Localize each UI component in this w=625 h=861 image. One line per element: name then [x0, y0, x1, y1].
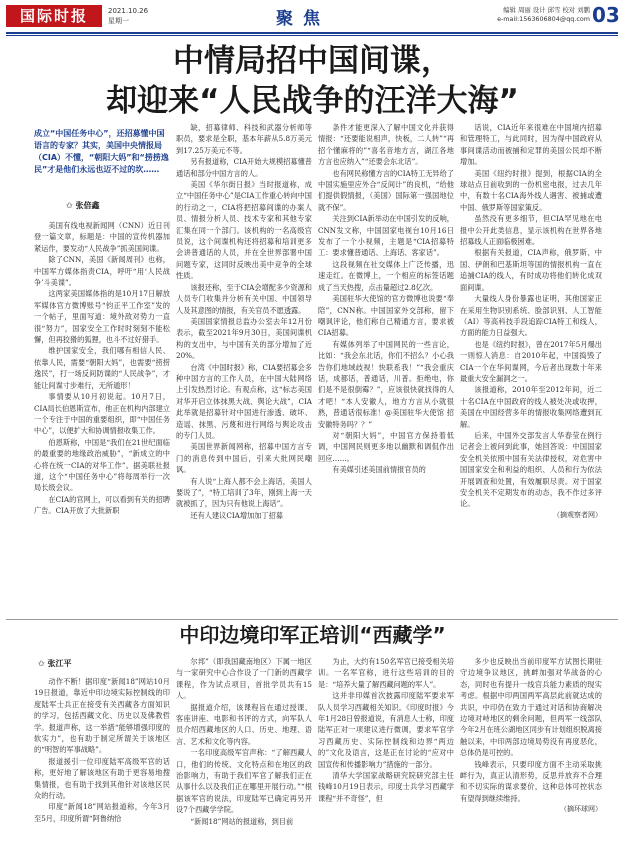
paragraph: 伯恩斯称，中国是“我们在21世纪面临的最重要的地缘政治威胁”，“新成立的中心将在统一CIA的对华工作”。据美联社报道，这个“中国任务中心”将每周举行一次局长级会议。 — [34, 437, 170, 493]
paragraph: 话说，CIA近年来很难在中国境内招募和管理特工，与此同时，因为得中国政府从事间谍活动而被捕和定罪的美国公民却不断增加。 — [460, 123, 602, 167]
paragraph: 也有网民称懂方言的CIA特工无异给了中国实施里应外合“反间计”的良机，“给他们提供假情报，（美国）国际第一强国地位就不保”。 — [318, 168, 454, 212]
paragraph: 除了CNN，美国《新闻周刊》也称，中国军方媒体指责CIA，呼吁“用‘人民战争’斗美谍”。 — [34, 255, 170, 288]
paragraph: 对“朝阳大妈”，中国官方保持着低调，中国网民则更多地以幽默和调侃作出回应……。 — [318, 430, 454, 463]
paragraph: 印度“新闻18”网站报道称，今年3月至5月，印度所谓“阿鲁纳恰 — [34, 802, 170, 823]
paragraph: 美国《纽约时报》提到，根据CIA的全球站点日前收到的一份机密电报，过去几年中，有数十名CIA海外线人遇害、被捕或遭中国、俄罗斯等国家策反。 — [460, 168, 602, 212]
editorial-credits — [450, 6, 590, 24]
header-rule-thin — [6, 35, 618, 36]
article2-column-4 — [460, 656, 602, 816]
article1-headline-line2: 却迎来“人民战争的汪洋大海” — [106, 83, 519, 119]
email-text: e-mail:1563606804@qq.com — [497, 15, 590, 23]
paragraph: 另有报道称，CIA开始大规模招募懂普通话和部分中国方言的人。 — [176, 157, 312, 178]
paragraph: 美国有线电视新闻网（CNN）近日刊登一篇文章，标题是：中国的宣传机器加紧运作，要发动“人民战争”抓美国间谍。 — [34, 221, 170, 253]
article1-source: （摘观察者网） — [553, 510, 602, 519]
paragraph: 这段视频在社交媒体上广泛传播，迅速走红。在微博上，一个相应的标签话题成了当天热搜，点击量超过2.8亿次。 — [318, 259, 454, 292]
paragraph: 事情要从10月初说起。10月7日，CIA局长伯恩斯宣布，他正在机构内部建立一个专注于中国的重要组织，即“中国任务中心”，以便扩大和协调情报收集工作。 — [34, 392, 170, 436]
paragraph: 台湾《中国时报》称，CIA要招募会多种中国方言的工作人员，在中国大陆网络上引发热烈讨论。有观点称，这“标志美国对华开启立体抹黑大战、舆论大战”，CIA此举就是招募针对中国进行渗透、破坏、造谣、抹黑、污蔑和进行网络与舆论攻击的专门人员。 — [176, 362, 312, 440]
paragraph: 也是《纽约时报》，曾在2017年5月爆出一则惊人消息：自2010年起，中国捣毁了CIA一个在华间谍网，今后者出现数十年来最重大安全漏洞之一。 — [460, 339, 602, 383]
paragraph: 缺，招募律师、科技和武器分析师等职员，要求是全职，基本年薪从5.8万美元到17.25万美元不等。 — [176, 123, 312, 155]
paragraph: 美国世界新闻网称，招募中国方言专门的消息传到中国后，引来大批网民嘲讽。 — [176, 442, 312, 475]
article-divider — [6, 619, 618, 620]
paragraph: 一名印度高级军官声称：“了解西藏人口，他们的传统、文化特点和在地区的政治影响力，有助于我们军官了解我们正在从事什么以及我们正在哪里开展行动。”“根据该军官的说法，印度陆军已确定再另开设7个西藏学学院。 — [176, 748, 312, 815]
article2-column-3 — [318, 656, 454, 804]
article2-column-1 — [34, 676, 170, 824]
article1-column-2 — [176, 122, 312, 521]
paragraph: 该报还称，至于CIA会增配多少资源和人员专门收集并分析有关中国、中国领导人及其意图的情报，有关官员不愿透露。 — [176, 282, 312, 315]
paragraph: 为止，大约有150名军官已接受相关培训。一名军官称，进行这些培训的目的是：“培养大量了解西藏问题的军人”。 — [318, 657, 454, 689]
paragraph: 报道援引一位印度陆军高级军官的话称，更好地了解该地区有助于更容易地搜集情报，也有助于找到其他针对该地区民众的行动。 — [34, 756, 170, 801]
article2-headline: 中印边境印军正培训“西藏学” — [179, 623, 446, 647]
paragraph: 这并非印媒首次披露印度陆军要求军队人员学习西藏相关知识。《印度时报》今年1月28日曾报道说，有消息人士称，印度陆军正对一项建议进行微调，要求军官学习西藏历史、实际控制线和边界“两边的”文化及语言，这是正在讨论的“应对中国宣传和传播影响力”措施的一部分。 — [318, 691, 454, 769]
paragraph: 虽然没有更多细节，但CIA罕见地在电报中公开此类信息，显示该机构在世界各地招募线人正面临极困难。 — [460, 214, 602, 247]
paragraph: 该报道称，2010年至2012年间，近二十名CIA在中国政府的线人被处决或收押，美国在中国经营多年的情报收集网络遭到瓦解。 — [460, 385, 602, 429]
article1-deck: 成立“中国任务中心”，还招募懂中国语言的专家？其实，美国中央情报局（CIA）不懂，“朝阳大妈”和“捞捞逸民”才是他们永远也迈不过的坎…… — [34, 129, 169, 174]
byline-star-icon: ✩ — [66, 201, 73, 210]
page-number: 03 — [592, 3, 620, 27]
editors-text: 编辑 周丽 设计 邱雪 校对 刘鹏 — [503, 6, 590, 14]
paragraph: 动作不断！据印度“新闻18”网站10月19日报道，靠近中印边境实际控制线的印度陆军士兵正在接受有关西藏各方面知识的学习，包括西藏文化、历史以及佛教哲学。报道声称，这一举措“能够增强印度的软实力”，也有助于制定所谓关于该地区的“明智的军事战略”。 — [34, 677, 170, 755]
section-title: 聚焦 — [276, 9, 330, 29]
article1-headline-line1: 中情局招中国间谍， — [173, 43, 452, 79]
article2-column-2 — [176, 656, 312, 827]
paragraph: 据报道介绍，该课程旨在通过授课、客座讲座、电影和书评的方式，向军队人员介绍西藏地区的人口、历史、地理、语言、艺术和文化等内容。 — [176, 702, 312, 746]
paragraph: 后来，中国外交部发言人华春莹在例行记者会上被问到此事，她回答说：中国国家安全机关依照中国有关法律授权，对危害中国国家安全和利益的组织、人员和行为依法开展调查和处置，有效履职尽责。对于国家安全机关不定期发布的动态，我不作过多评论。 — [460, 430, 602, 509]
byline-star-icon: ✩ — [38, 659, 45, 668]
weekday-text: 星期一 — [108, 17, 129, 25]
paragraph: 清华大学国家战略研究院研究部主任钱峰10月19日表示，印度士兵学习西藏学课程“并不奇怪”，但 — [318, 771, 454, 803]
paragraph: “新闻18”网站的报道称，到目前 — [190, 816, 294, 826]
article2-source: （摘环球网） — [560, 805, 602, 814]
issue-date — [108, 6, 148, 26]
paragraph: 关注到CIA新举动在中国引发的反响，CNN发文称，中国国家电视台10月16日发布了一个小视频，主题是“CIA招募特工：要求懂普通话、上海话、客家话”。 — [318, 214, 454, 258]
article2-byline — [38, 658, 72, 669]
paragraph: 有媒体列举了中国网民的一些言论，比如：“我会东北话，你们不招么？小心我告你们地域歧视！快联系我！”“我会重庆话，成都话，普通话，川普。拒绝电，你们是不是很倒霉？”，应该很快就找得的人才吧！“本人安徽人，地方方言从小就很熟，普通话很标准！@美国驻华大使馆 招安徽特务吗？？” — [318, 339, 454, 429]
paragraph: 条件才能更深入了解中国文化并获得情报：“还要能说相声，快板，二人转”“再招个懂麻将的”“喜名音地方言，湖江各地方言也应纳入”“还要会东北话”。 — [318, 123, 454, 167]
page-header — [0, 0, 625, 34]
byline-author: 张江平 — [47, 659, 72, 668]
article1-byline — [66, 200, 100, 211]
paragraph: 在CIA的官网上，可以看到有关的招聘广告。CIA开放了大批新职 — [34, 494, 170, 516]
paragraph: 钱峰表示，只要印度方面不主动采取挑衅行为，真正认清形势，反思并放弃不合理和不切实际的谋求要价，这种总体可控状态有望得到继续维持。 — [460, 759, 602, 803]
paragraph: 美国驻华大使馆的官方微博也说要“奉陪”，CNN称。中国国家外交部称，留下嘲讽评论，他们称自己精通方言，要求被CIA招募。 — [318, 294, 454, 338]
date-text: 2021.10.26 — [108, 7, 149, 15]
paragraph: 尔邦”（即我国藏南地区）下属一地区与一家研究中心合作设了一门新的西藏学课程，作为试点项目，首批学员共有15人。 — [176, 657, 312, 701]
paragraph: 维护国家安全，我们哪有相信人民、依靠人民，需要“朝阳大妈”，也需要“捞捞逸民”，打一场反间防谍的“人民战争”，才能让间谍寸步难行，无所遁形！ — [34, 346, 170, 390]
paragraph: 多少也反映出当前印度军方试图长期驻守边境争议地区，挑衅加强对华战备的心态，同时也有提升一线官兵能力素质的现实考虑。根据中印两国两军高层此前就达成的共识，中印仍在致力于通过对话和协商解决边境对峙地区的剩余问题，但两军一线部队今年2月在班公湖地区同步有计划组织脱离接触以来，中印两部边境局势没有再度恶化，总体仍是可控的。 — [460, 657, 602, 758]
paragraph: 美国国家情报总监办公室去年12月份表示，截至2021年9月30日，美国间谍机构的支出中，与中国有关的部分增加了近20%。 — [176, 316, 312, 361]
masthead-logo: 国际时报 — [6, 5, 102, 27]
paragraph: 美国《华尔街日报》当时报道称，成立“中国任务中心”是CIA工作重心转向中国的行动之一，CIA将把招募间谍的办案人员、情报分析人员、技术专家和其他专家汇集在同一个部门。该机构的一名高级官员说，这个间谍机构还将招募和培训更多会讲普通话的人员，并在全世界部署中国问题专家，这同时反映出美中竞争的全球性质。 — [176, 180, 312, 281]
paragraph: 根据有关报道，CIA声称，俄罗斯、中国、伊朗和巴基斯坦等国的情报机构一直在追捕CIA的线人，有时成功将他们转化成双面间谍。 — [460, 248, 602, 292]
paragraph: 这两家美国媒体指的是10月17日解放军媒体官方微博账号“钧正平工作室”发的一个帖子，里面写道：境外敌对势力一直很“努力”，国家安全工作时时刻刻不能松懈，但再狡猾的狐狸，也斗不过好猎手。 — [34, 289, 170, 345]
byline-author: 张倍鑫 — [75, 201, 100, 210]
paragraph: 还有人建议CIA增加加丁招募 — [190, 510, 283, 520]
paragraph: 大量线人身份暴露也证明，其他国家正在采用生物识别系统、脸部识别、人工智能（AI）等高科技手段追踪CIA特工和线人，方面的能力日益强大。 — [460, 294, 602, 338]
article1-column-4 — [460, 122, 602, 521]
article1-column-3 — [318, 122, 454, 476]
article1-column-1 — [34, 220, 170, 517]
paragraph: 有人说“上海人都不会上海话，美国人要说了”，“特工培训了3年，刚到上海一天就被抓了，因为只有他说上海话”。 — [176, 476, 312, 509]
paragraph: 有美媒引述美国前情报官员的 — [332, 465, 426, 475]
header-rule — [6, 32, 618, 34]
